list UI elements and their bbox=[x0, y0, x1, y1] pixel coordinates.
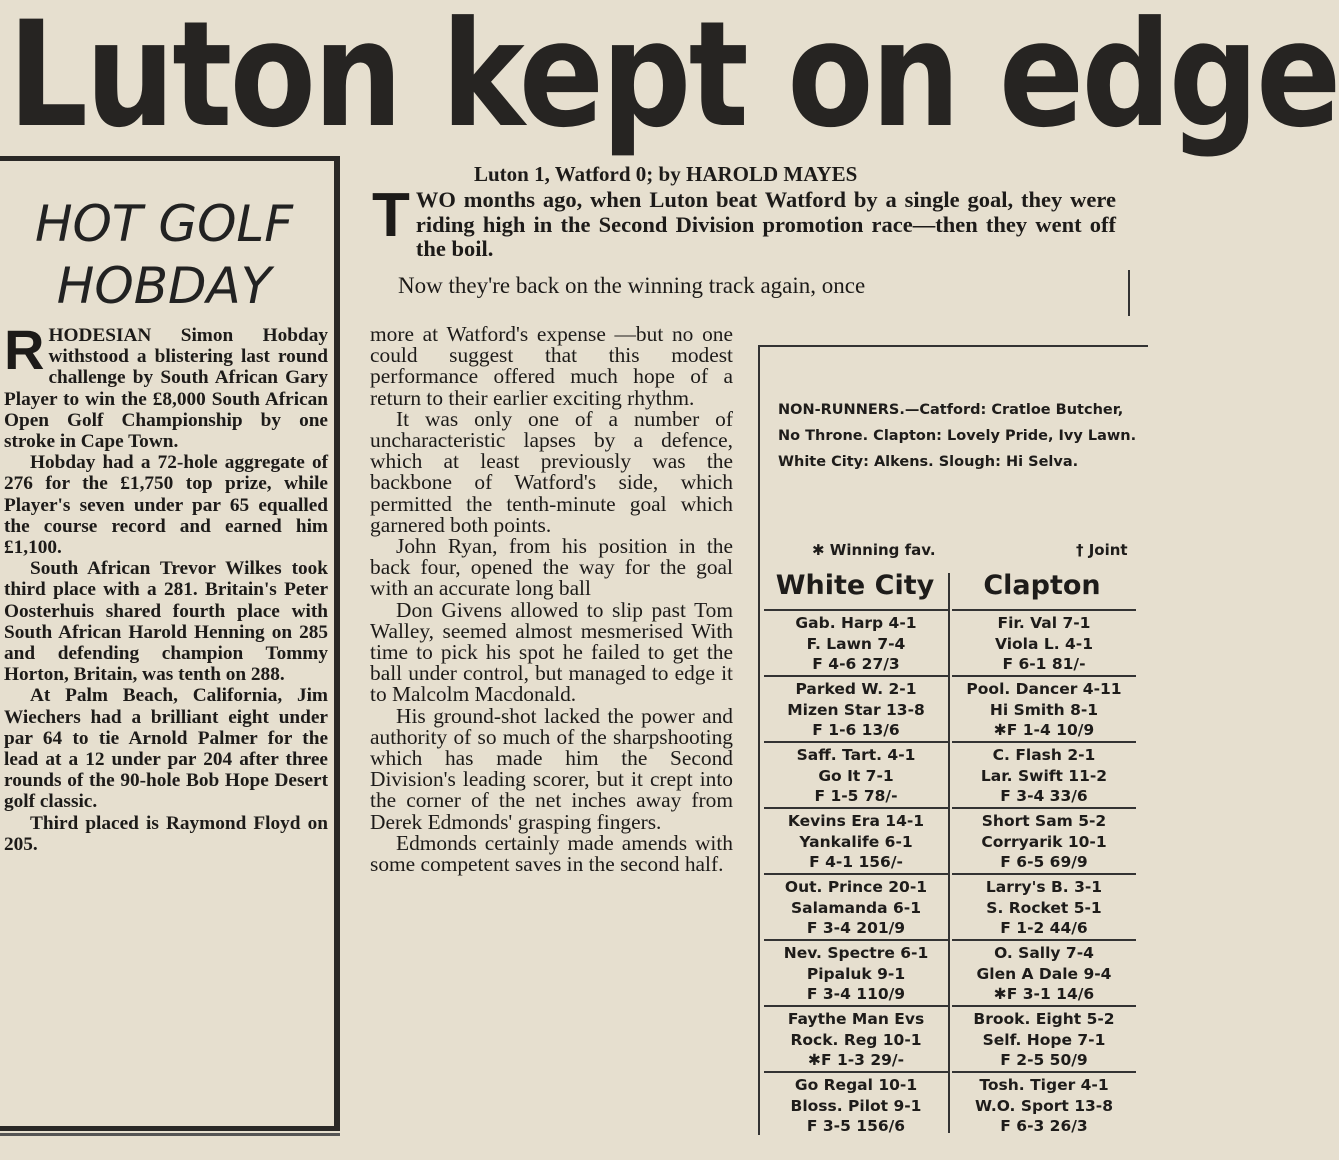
non-runners: NON-RUNNERS.—Catford: Cratloe Butcher, No Throne. Clapton: Lovely Pride, Ivy Lawn. White City: Alkens. Slough: Hi Selva. bbox=[778, 402, 1137, 470]
race-result bbox=[764, 675, 948, 741]
lead-text: WO months ago, when Luton beat Watford by a single goal, they were riding high in the Second Division promotion race—then they went off the boil. bbox=[415, 187, 1116, 261]
race-result-line: Yankalife 6-1 bbox=[799, 832, 913, 851]
race-result bbox=[764, 873, 948, 939]
race-result-line: Self. Hope 7-1 bbox=[982, 1030, 1106, 1049]
race-result-line: Fir. Val 7-1 bbox=[997, 614, 1091, 632]
article-column bbox=[370, 324, 733, 1144]
race-result-line: Lar. Swift 11-2 bbox=[980, 766, 1108, 785]
race-result bbox=[952, 939, 1136, 1005]
clapton-heading: Clapton bbox=[983, 570, 1101, 601]
race-result-line: ✱F 1-3 29/- bbox=[807, 1051, 905, 1069]
wide-line-text: Now they're back on the winning track again, once bbox=[398, 273, 866, 298]
golf-paragraph: Hobday had a 72-hole aggregate of 276 for the £1,750 top prize, while Player's seven under par 65 equalled the course record and earned him £1,100. bbox=[4, 452, 328, 559]
race-result-line: F 1-6 13/6 bbox=[812, 721, 900, 739]
race-result bbox=[952, 873, 1136, 939]
golf-story-box bbox=[0, 156, 340, 1131]
race-result-line: Go It 7-1 bbox=[818, 766, 894, 785]
race-result-line: F 1-2 44/6 bbox=[1000, 919, 1088, 937]
race-result bbox=[952, 1071, 1136, 1137]
race-result-line: Gab. Harp 4-1 bbox=[795, 614, 917, 632]
white-city-heading: White City bbox=[775, 570, 935, 601]
race-result-line: F 6-3 26/3 bbox=[1000, 1117, 1088, 1135]
race-result-line: F 6-1 81/- bbox=[1002, 655, 1086, 673]
divider bbox=[0, 1133, 340, 1136]
race-result bbox=[952, 609, 1136, 675]
white-city-results bbox=[764, 609, 948, 1137]
clapton-results bbox=[952, 609, 1136, 1137]
race-result bbox=[764, 609, 948, 675]
race-result bbox=[764, 807, 948, 873]
race-result bbox=[952, 741, 1136, 807]
golf-body bbox=[0, 318, 334, 855]
golf-paragraph: Third placed is Raymond Floyd on 205. bbox=[4, 812, 328, 855]
article-wide-line bbox=[372, 273, 1118, 298]
golf-title bbox=[0, 193, 328, 317]
race-result-line: F 3-4 33/6 bbox=[1000, 787, 1088, 805]
race-result-line: Rock. Reg 10-1 bbox=[790, 1030, 922, 1049]
article-paragraph: Don Givens allowed to slip past Tom Walley, seemed almost mesmerised With time to pick his spot he failed to get the ball under control, but managed to edge it to Malcolm Macdonald. bbox=[370, 597, 733, 707]
race-result bbox=[764, 939, 948, 1005]
race-result-line: F 6-5 69/9 bbox=[1000, 853, 1088, 871]
race-result-line: Nev. Spectre 6-1 bbox=[783, 944, 929, 962]
race-result-line: F 4-6 27/3 bbox=[812, 655, 900, 673]
race-result-line: F 3-4 110/9 bbox=[806, 985, 906, 1003]
race-result-line: Corryarik 10-1 bbox=[981, 832, 1107, 851]
race-result-line: Tosh. Tiger 4-1 bbox=[979, 1076, 1109, 1094]
column-divider bbox=[948, 573, 950, 1133]
article-paragraph: John Ryan, from his position in the back four, opened the way for the goal with an accurate long ball bbox=[370, 534, 733, 601]
winning-fav-key: ✱ Winning fav. bbox=[812, 541, 936, 559]
headline: Luton kept on edge bbox=[8, 0, 1339, 160]
joint-key: † Joint bbox=[1076, 541, 1128, 559]
race-result-line: Short Sam 5-2 bbox=[981, 812, 1107, 830]
race-result-line: Viola L. 4-1 bbox=[994, 634, 1094, 653]
race-result-line: Brook. Eight 5-2 bbox=[973, 1010, 1115, 1028]
greyhound-results-box bbox=[758, 345, 1148, 1135]
race-result-line: Saff. Tart. 4-1 bbox=[796, 746, 916, 764]
race-result-line: F 2-5 50/9 bbox=[1000, 1051, 1088, 1069]
golf-dropcap: R bbox=[4, 318, 45, 381]
race-result-line: F 4-1 156/- bbox=[809, 853, 903, 871]
golf-paragraph-text: HODESIAN Simon Hobday withstood a blistering last round challenge by South African Gary Player to win the £8,000 South African Open Golf Championship by one stroke in Cape Town. bbox=[4, 325, 328, 453]
article-lead bbox=[372, 181, 1116, 262]
race-result-line: Glen A Dale 9-4 bbox=[976, 964, 1112, 983]
race-result-line: Parked W. 2-1 bbox=[795, 680, 917, 698]
race-result-line: F 3-5 156/6 bbox=[806, 1117, 906, 1135]
race-result-line: Salamanda 6-1 bbox=[791, 898, 921, 917]
race-result bbox=[764, 741, 948, 807]
race-result-line: F. Lawn 7-4 bbox=[806, 634, 906, 653]
race-result bbox=[952, 1005, 1136, 1071]
race-result-line: Pool. Dancer 4-11 bbox=[966, 680, 1122, 698]
race-result-line: Bloss. Pilot 9-1 bbox=[790, 1096, 922, 1115]
article-paragraph: It was only one of a number of uncharacteristic lapses by a defence, which at least previously was the backbone of Watford's side, which permitted the tenth-minute goal which garnered both points. bbox=[370, 406, 733, 537]
race-result-line: O. Sally 7-4 bbox=[994, 944, 1094, 962]
race-result bbox=[764, 1005, 948, 1071]
race-result-line: ✱F 1-4 10/9 bbox=[993, 721, 1095, 739]
race-result-line: Larry's B. 3-1 bbox=[985, 878, 1103, 896]
race-result bbox=[952, 807, 1136, 873]
race-result bbox=[952, 675, 1136, 741]
race-result-line: F 1-5 78/- bbox=[814, 787, 898, 805]
byline: Luton 1, Watford 0; by HAROLD MAYES bbox=[474, 162, 858, 186]
race-result-line: Mizen Star 13-8 bbox=[787, 700, 925, 719]
race-result-line: W.O. Sport 13-8 bbox=[975, 1096, 1113, 1115]
golf-paragraph: South African Trevor Wilkes took third place with a 281. Britain's Peter Oosterhuis shared fourth place with South African Harold Henning on 285 and defending champion Tommy Horton, Britain, was tenth on 288. bbox=[4, 558, 328, 686]
lead-dropcap: T bbox=[372, 181, 410, 250]
race-result bbox=[764, 1071, 948, 1137]
race-result-line: Pipaluk 9-1 bbox=[806, 964, 906, 983]
article-paragraph: more at Watford's expense —but no one could suggest that this modest performance offered much hope of a return to their earlier exciting rhythm. bbox=[370, 322, 733, 410]
article-paragraph: Edmonds certainly made amends with some competent saves in the second half. bbox=[370, 830, 733, 877]
race-result-line: Kevins Era 14-1 bbox=[787, 812, 925, 830]
race-result-line: F 3-4 201/9 bbox=[806, 919, 906, 937]
race-result-line: Faythe Man Evs bbox=[787, 1010, 925, 1028]
divider bbox=[1128, 270, 1130, 316]
race-result-line: Hi Smith 8-1 bbox=[989, 700, 1099, 719]
race-result-line: Go Regal 10-1 bbox=[794, 1076, 918, 1094]
race-result-line: S. Rocket 5-1 bbox=[986, 898, 1102, 917]
golf-paragraph bbox=[4, 318, 328, 453]
golf-title-line1: HOT GOLF bbox=[34, 195, 294, 253]
article-paragraph: His ground-shot lacked the power and authority of so much of the sharpshooting which has made him the Second Division's leading scorer, but it crept into the corner of the net inches away from Derek Edmonds' grasping fingers. bbox=[370, 703, 733, 834]
race-result-line: C. Flash 2-1 bbox=[992, 746, 1096, 764]
race-result-line: Out. Prince 20-1 bbox=[784, 878, 928, 896]
golf-paragraph: At Palm Beach, California, Jim Wiechers had a brilliant eight under par 64 to tie Arnold Palmer for the lead at a 12 under par 204 after three rounds of the 90-hole Bob Hope Desert golf classic. bbox=[4, 685, 328, 813]
golf-title-line2: HOBDAY bbox=[56, 257, 272, 315]
race-result-line: ✱F 3-1 14/6 bbox=[993, 985, 1095, 1003]
